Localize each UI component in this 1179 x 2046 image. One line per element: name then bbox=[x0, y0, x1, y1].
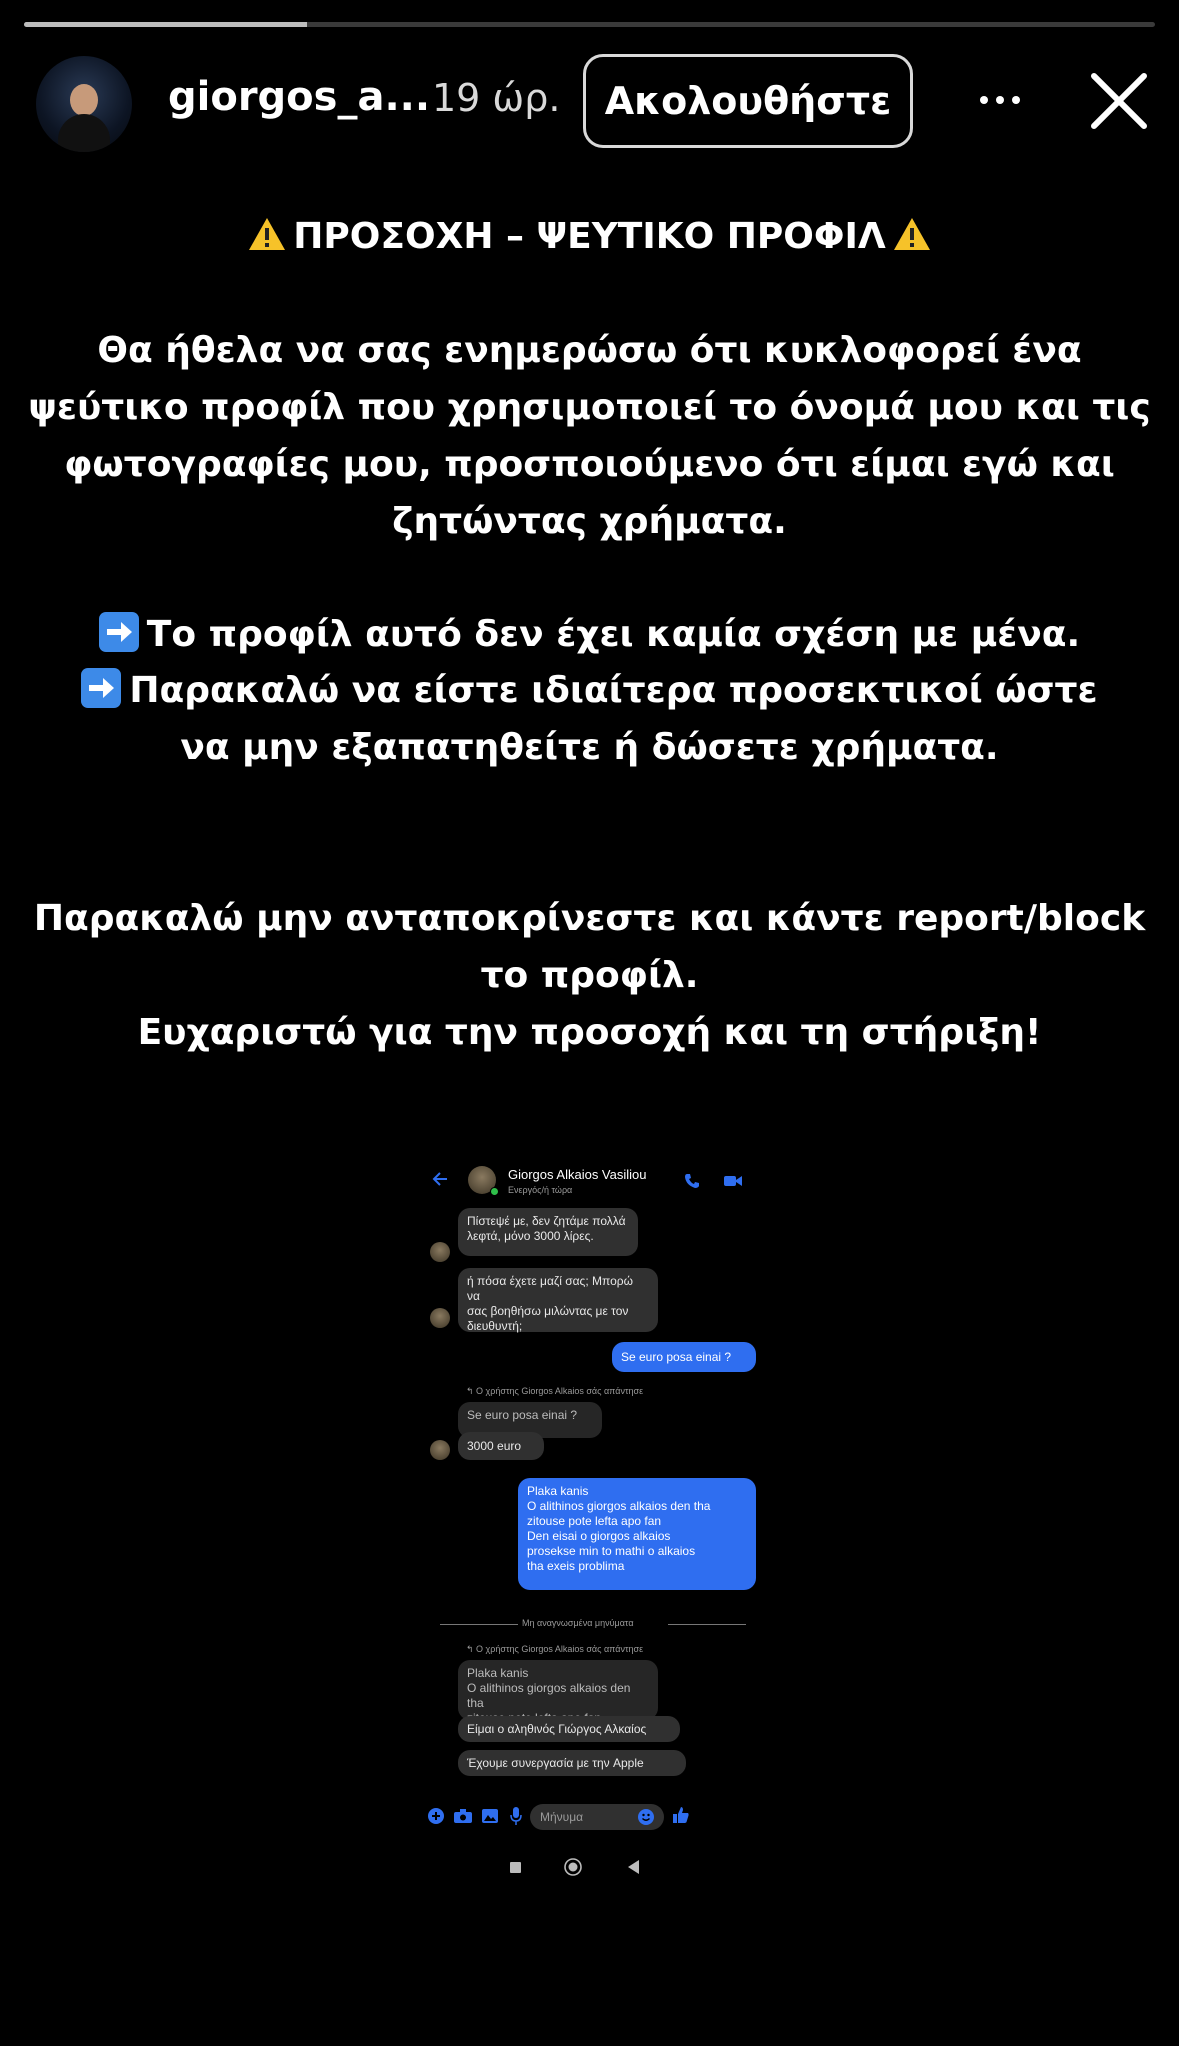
avatar[interactable] bbox=[36, 56, 132, 152]
embedded-chat-screenshot bbox=[422, 1150, 762, 1890]
message-incoming: ή πόσα έχετε μαζί σας; Μπορώ να σας βοηθήσω μιλώντας με τον διευθυντή; bbox=[458, 1268, 658, 1332]
story-line: Ευχαριστώ για την προσοχή και τη στήριξη! bbox=[137, 1012, 1042, 1053]
bullet-text: Παρακαλώ να είστε ιδιαίτερα προσεκτικοί ώστε bbox=[129, 670, 1098, 711]
sender-avatar bbox=[430, 1242, 450, 1262]
story-progress-fill bbox=[24, 22, 307, 27]
gallery-icon bbox=[482, 1809, 498, 1823]
message-incoming: Έχουμε συνεργασία με την Apple bbox=[458, 1750, 686, 1776]
quoted-message: Plaka kanis O alithinos giorgos alkaios den tha bbox=[458, 1660, 658, 1720]
story-title-text: ΠΡΟΣΟΧΗ – ΨΕΥΤΙΚΟ ΠΡΟΦΙΛ bbox=[293, 216, 886, 257]
microphone-icon bbox=[510, 1807, 522, 1825]
close-icon[interactable] bbox=[1088, 70, 1150, 132]
divider-line bbox=[440, 1624, 518, 1625]
story-bullet-1 bbox=[0, 606, 1179, 663]
story-progress-bar bbox=[24, 22, 1155, 27]
username[interactable]: giorgos_a... bbox=[168, 74, 431, 120]
unread-divider: Μη αναγνωσμένα μηνύματα bbox=[522, 1618, 634, 1628]
sender-avatar bbox=[430, 1440, 450, 1460]
post-time: 19 ώρ. bbox=[432, 76, 561, 120]
phone-icon bbox=[684, 1173, 700, 1189]
story-paragraph-3 bbox=[0, 890, 1179, 1061]
divider-line bbox=[668, 1624, 746, 1625]
story-line: ψεύτικο προφίλ που χρησιμοποιεί το όνομά μου και τις bbox=[28, 387, 1151, 428]
message-outgoing: Plaka kanis O alithinos giorgos alkaios den tha zitouse pote lefta apo fan Den eisai o giorgos alkaios prosekse min to mathi o alkaios tha exeis problima bbox=[518, 1478, 756, 1590]
story-title bbox=[0, 208, 1179, 265]
story-line: το προφίλ. bbox=[480, 955, 699, 996]
camera-icon bbox=[454, 1809, 472, 1823]
story-line: ζητώντας χρήματα. bbox=[392, 501, 787, 542]
home-icon bbox=[564, 1858, 582, 1876]
message-input-placeholder: Μήνυμα bbox=[540, 1810, 584, 1824]
right-arrow-icon bbox=[99, 612, 139, 652]
story-line: Παρακαλώ μην ανταποκρίνεστε και κάντε report/block bbox=[33, 898, 1146, 939]
emoji-icon bbox=[638, 1809, 654, 1825]
follow-button[interactable]: Ακολουθήστε bbox=[583, 54, 913, 148]
contact-status: Ενεργός/ή τώρα bbox=[508, 1185, 573, 1195]
video-call-icon bbox=[724, 1174, 742, 1188]
story-line: Θα ήθελα να σας ενημερώσω ότι κυκλοφορεί ένα bbox=[97, 330, 1082, 371]
back-arrow-icon bbox=[432, 1172, 448, 1186]
plus-icon bbox=[428, 1808, 444, 1824]
message-outgoing: Se euro posa einai ? bbox=[612, 1342, 756, 1372]
more-options-icon[interactable] bbox=[970, 70, 1030, 130]
contact-name: Giorgos Alkaios Vasiliou bbox=[508, 1167, 647, 1182]
message-incoming: 3000 euro bbox=[458, 1432, 544, 1460]
story-line: να μην εξαπατηθείτε ή δώσετε χρήματα. bbox=[180, 727, 999, 768]
recent-apps-icon bbox=[510, 1862, 521, 1873]
message-input bbox=[530, 1804, 664, 1830]
online-dot bbox=[490, 1187, 499, 1196]
sender-avatar bbox=[430, 1308, 450, 1328]
story-line bbox=[0, 662, 1179, 719]
back-icon bbox=[628, 1860, 640, 1874]
message-incoming: Πίστεψέ με, δεν ζητάμε πολλά λεφτά, μόνο 3000 λίρες. bbox=[458, 1208, 638, 1256]
story-paragraph-1 bbox=[0, 322, 1179, 550]
reply-note: ↰ Ο χρήστης Giorgos Alkaios σάς απάντησε bbox=[466, 1644, 644, 1654]
thumbs-up-icon bbox=[672, 1806, 690, 1824]
warning-icon bbox=[892, 216, 932, 252]
story-line: φωτογραφίες μου, προσποιούμενο ότι είμαι εγώ και bbox=[64, 444, 1115, 485]
story-bullet-2 bbox=[0, 662, 1179, 776]
warning-icon bbox=[247, 216, 287, 252]
bullet-text: Το προφίλ αυτό δεν έχει καμία σχέση με μένα. bbox=[146, 614, 1081, 655]
message-incoming: Είμαι ο αληθινός Γιώργος Αλκαίος bbox=[458, 1716, 680, 1742]
reply-note: ↰ Ο χρήστης Giorgos Alkaios σάς απάντησε bbox=[466, 1386, 644, 1396]
right-arrow-icon bbox=[81, 668, 121, 708]
quoted-message: Se euro posa einai ? bbox=[458, 1402, 602, 1438]
